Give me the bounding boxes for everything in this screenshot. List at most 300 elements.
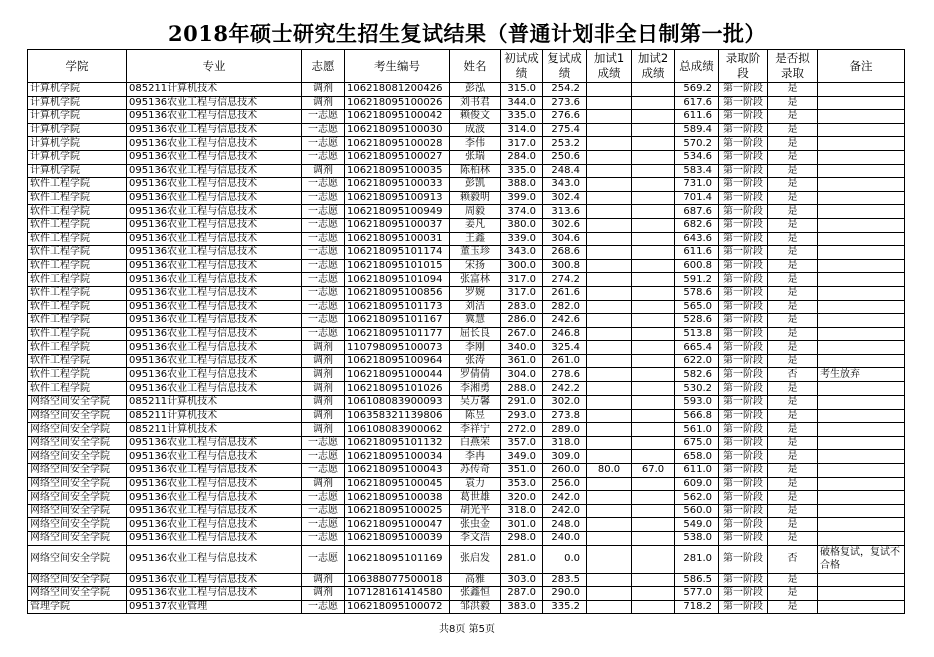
cell-college: 软件工程学院 [28, 341, 127, 355]
cell-admission-stage: 第一阶段 [719, 545, 768, 573]
cell-name: 袁力 [450, 477, 501, 491]
cell-prelim-score: 317.0 [501, 273, 543, 287]
cell-prelim-score: 388.0 [501, 178, 543, 192]
cell-college: 网络空间安全学院 [28, 396, 127, 410]
cell-exam-id: 106218095101173 [345, 300, 450, 314]
cell-remarks [818, 191, 905, 205]
table-row [28, 273, 905, 287]
cell-preference: 一志愿 [302, 110, 345, 124]
cell-name: 张涛 [450, 354, 501, 368]
cell-admitted: 是 [768, 286, 818, 300]
cell-college: 网络空间安全学院 [28, 587, 127, 601]
cell-prelim-score: 343.0 [501, 246, 543, 260]
table-row [28, 504, 905, 518]
cell-retest-score: 313.6 [543, 205, 587, 219]
cell-admission-stage: 第一阶段 [719, 259, 768, 273]
cell-admitted: 是 [768, 218, 818, 232]
cell-admission-stage: 第一阶段 [719, 110, 768, 124]
cell-remarks [818, 464, 905, 478]
cell-extra1-score [587, 314, 632, 328]
cell-retest-score: 273.8 [543, 409, 587, 423]
cell-college: 软件工程学院 [28, 286, 127, 300]
cell-admitted: 是 [768, 327, 818, 341]
cell-preference: 一志愿 [302, 246, 345, 260]
cell-remarks [818, 450, 905, 464]
cell-extra1-score [587, 83, 632, 97]
cell-preference: 调剂 [302, 341, 345, 355]
cell-major: 095136农业工程与信息技术 [127, 504, 302, 518]
cell-admitted: 是 [768, 436, 818, 450]
cell-extra1-score [587, 178, 632, 192]
cell-admission-stage: 第一阶段 [719, 532, 768, 546]
cell-total-score: 593.0 [675, 396, 719, 410]
cell-retest-score: 318.0 [543, 436, 587, 450]
cell-retest-score: 304.6 [543, 232, 587, 246]
cell-college: 网络空间安全学院 [28, 477, 127, 491]
cell-name: 姜凡 [450, 218, 501, 232]
table-row [28, 518, 905, 532]
cell-remarks [818, 83, 905, 97]
cell-preference: 一志愿 [302, 504, 345, 518]
cell-remarks [818, 587, 905, 601]
cell-preference: 一志愿 [302, 123, 345, 137]
cell-remarks [818, 396, 905, 410]
cell-retest-score: 335.2 [543, 600, 587, 614]
cell-major: 095136农业工程与信息技术 [127, 246, 302, 260]
cell-major: 095136农业工程与信息技术 [127, 450, 302, 464]
cell-retest-score: 254.2 [543, 83, 587, 97]
cell-retest-score: 325.4 [543, 341, 587, 355]
page-title: 2018年硕士研究生招生复试结果（普通计划非全日制第一批） [168, 21, 766, 46]
table-row [28, 259, 905, 273]
cell-admitted: 否 [768, 545, 818, 573]
cell-exam-id: 106218095100072 [345, 600, 450, 614]
cell-total-score: 528.6 [675, 314, 719, 328]
cell-exam-id: 106218095101026 [345, 382, 450, 396]
cell-major: 095136农业工程与信息技术 [127, 587, 302, 601]
cell-college: 软件工程学院 [28, 178, 127, 192]
cell-admission-stage: 第一阶段 [719, 450, 768, 464]
cell-prelim-score: 314.0 [501, 123, 543, 137]
cell-extra2-score [632, 96, 675, 110]
cell-preference: 调剂 [302, 83, 345, 97]
cell-total-score: 701.4 [675, 191, 719, 205]
table-row [28, 286, 905, 300]
cell-extra1-score [587, 341, 632, 355]
cell-extra2-score [632, 396, 675, 410]
cell-remarks [818, 259, 905, 273]
cell-total-score: 611.0 [675, 464, 719, 478]
cell-preference: 调剂 [302, 368, 345, 382]
cell-name: 张瑞 [450, 150, 501, 164]
cell-name: 李伟 [450, 137, 501, 151]
cell-prelim-score: 380.0 [501, 218, 543, 232]
cell-retest-score: 268.6 [543, 246, 587, 260]
cell-retest-score: 275.4 [543, 123, 587, 137]
cell-remarks [818, 518, 905, 532]
cell-retest-score: 242.2 [543, 382, 587, 396]
cell-exam-id: 106218095100025 [345, 504, 450, 518]
cell-name: 李文浩 [450, 532, 501, 546]
cell-admitted: 是 [768, 178, 818, 192]
cell-preference: 一志愿 [302, 327, 345, 341]
cell-name: 高雅 [450, 573, 501, 587]
header-exam-id: 考生编号 [345, 50, 450, 83]
cell-admitted: 是 [768, 600, 818, 614]
cell-retest-score: 256.0 [543, 477, 587, 491]
cell-extra2-score [632, 436, 675, 450]
cell-admitted: 是 [768, 532, 818, 546]
cell-remarks [818, 123, 905, 137]
cell-admitted: 是 [768, 150, 818, 164]
cell-exam-id: 106218095100026 [345, 96, 450, 110]
header-admission-stage: 录取阶段 [719, 50, 768, 83]
cell-preference: 调剂 [302, 587, 345, 601]
cell-retest-score: 302.6 [543, 218, 587, 232]
cell-remarks [818, 178, 905, 192]
cell-extra2-score [632, 205, 675, 219]
cell-admitted: 是 [768, 341, 818, 355]
cell-name: 葛世雄 [450, 491, 501, 505]
header-extra2-score: 加试2成绩 [632, 50, 675, 83]
cell-total-score: 718.2 [675, 600, 719, 614]
table-row [28, 191, 905, 205]
cell-name: 苏传奇 [450, 464, 501, 478]
cell-extra2-score [632, 191, 675, 205]
cell-name: 宋扬 [450, 259, 501, 273]
cell-remarks [818, 205, 905, 219]
cell-extra2-score [632, 341, 675, 355]
cell-admitted: 是 [768, 477, 818, 491]
cell-extra1-score [587, 110, 632, 124]
cell-major: 095136农业工程与信息技术 [127, 518, 302, 532]
cell-name: 陈柏林 [450, 164, 501, 178]
header-remarks: 备注 [818, 50, 905, 83]
table-row [28, 327, 905, 341]
cell-name: 成波 [450, 123, 501, 137]
header-total-score: 总成绩 [675, 50, 719, 83]
table-row [28, 600, 905, 614]
cell-prelim-score: 399.0 [501, 191, 543, 205]
cell-admission-stage: 第一阶段 [719, 273, 768, 287]
cell-prelim-score: 353.0 [501, 477, 543, 491]
cell-prelim-score: 344.0 [501, 96, 543, 110]
cell-extra1-score [587, 545, 632, 573]
cell-retest-score: 242.0 [543, 504, 587, 518]
cell-total-score: 682.6 [675, 218, 719, 232]
cell-admitted: 是 [768, 110, 818, 124]
header-major: 专业 [127, 50, 302, 83]
cell-extra2-score [632, 327, 675, 341]
cell-total-score: 578.6 [675, 286, 719, 300]
cell-extra1-score [587, 573, 632, 587]
cell-extra1-score [587, 164, 632, 178]
cell-prelim-score: 283.0 [501, 300, 543, 314]
cell-admission-stage: 第一阶段 [719, 436, 768, 450]
cell-retest-score: 289.0 [543, 423, 587, 437]
cell-college: 网络空间安全学院 [28, 532, 127, 546]
header-college: 学院 [28, 50, 127, 83]
cell-extra2-score [632, 123, 675, 137]
cell-admission-stage: 第一阶段 [719, 477, 768, 491]
cell-extra1-score [587, 232, 632, 246]
cell-major: 095136农业工程与信息技术 [127, 573, 302, 587]
cell-preference: 一志愿 [302, 518, 345, 532]
cell-admission-stage: 第一阶段 [719, 423, 768, 437]
cell-prelim-score: 298.0 [501, 532, 543, 546]
cell-exam-id: 106218095100047 [345, 518, 450, 532]
cell-prelim-score: 287.0 [501, 587, 543, 601]
cell-major: 095136农业工程与信息技术 [127, 218, 302, 232]
cell-extra2-score [632, 164, 675, 178]
cell-college: 软件工程学院 [28, 327, 127, 341]
cell-exam-id: 106218095100045 [345, 477, 450, 491]
cell-prelim-score: 281.0 [501, 545, 543, 573]
cell-exam-id: 106218095100856 [345, 286, 450, 300]
cell-total-score: 591.2 [675, 273, 719, 287]
cell-total-score: 570.2 [675, 137, 719, 151]
cell-preference: 一志愿 [302, 286, 345, 300]
cell-exam-id: 106358321139806 [345, 409, 450, 423]
cell-retest-score: 261.6 [543, 286, 587, 300]
cell-name: 彭凯 [450, 178, 501, 192]
cell-extra2-score [632, 110, 675, 124]
cell-admission-stage: 第一阶段 [719, 164, 768, 178]
cell-total-score: 675.0 [675, 436, 719, 450]
cell-remarks [818, 423, 905, 437]
cell-admission-stage: 第一阶段 [719, 327, 768, 341]
cell-admission-stage: 第一阶段 [719, 491, 768, 505]
cell-college: 管理学院 [28, 600, 127, 614]
cell-admitted: 是 [768, 232, 818, 246]
cell-admission-stage: 第一阶段 [719, 205, 768, 219]
cell-retest-score: 290.0 [543, 587, 587, 601]
cell-admitted: 是 [768, 259, 818, 273]
cell-major: 095136农业工程与信息技术 [127, 464, 302, 478]
cell-retest-score: 278.6 [543, 368, 587, 382]
cell-remarks [818, 491, 905, 505]
cell-preference: 一志愿 [302, 532, 345, 546]
cell-admitted: 是 [768, 491, 818, 505]
cell-retest-score: 240.0 [543, 532, 587, 546]
cell-name: 吴万馨 [450, 396, 501, 410]
cell-total-score: 534.6 [675, 150, 719, 164]
cell-admission-stage: 第一阶段 [719, 409, 768, 423]
cell-college: 软件工程学院 [28, 218, 127, 232]
table-row [28, 341, 905, 355]
table-row [28, 436, 905, 450]
cell-extra2-score [632, 573, 675, 587]
cell-preference: 调剂 [302, 354, 345, 368]
cell-remarks [818, 409, 905, 423]
cell-exam-id: 106218095100033 [345, 178, 450, 192]
cell-remarks [818, 246, 905, 260]
cell-prelim-score: 335.0 [501, 110, 543, 124]
cell-remarks [818, 218, 905, 232]
cell-total-score: 566.8 [675, 409, 719, 423]
cell-extra2-score [632, 246, 675, 260]
cell-retest-score: 248.0 [543, 518, 587, 532]
cell-total-score: 549.0 [675, 518, 719, 532]
cell-admission-stage: 第一阶段 [719, 504, 768, 518]
cell-extra1-score [587, 259, 632, 273]
cell-exam-id: 106218095100034 [345, 450, 450, 464]
cell-prelim-score: 300.0 [501, 259, 543, 273]
cell-college: 网络空间安全学院 [28, 436, 127, 450]
cell-retest-score: 309.0 [543, 450, 587, 464]
cell-extra2-score: 67.0 [632, 464, 675, 478]
cell-major: 095136农业工程与信息技术 [127, 191, 302, 205]
cell-total-score: 565.0 [675, 300, 719, 314]
cell-exam-id: 106218095101177 [345, 327, 450, 341]
cell-extra1-score [587, 354, 632, 368]
cell-remarks [818, 436, 905, 450]
cell-exam-id: 106218095100037 [345, 218, 450, 232]
cell-exam-id: 106218095101174 [345, 246, 450, 260]
cell-retest-score: 343.0 [543, 178, 587, 192]
cell-total-score: 586.5 [675, 573, 719, 587]
cell-name: 罗婉 [450, 286, 501, 300]
cell-extra2-score [632, 600, 675, 614]
cell-preference: 一志愿 [302, 137, 345, 151]
cell-extra2-score [632, 477, 675, 491]
cell-admission-stage: 第一阶段 [719, 191, 768, 205]
cell-preference: 一志愿 [302, 205, 345, 219]
cell-retest-score: 260.0 [543, 464, 587, 478]
cell-extra1-score [587, 150, 632, 164]
cell-name: 李祥宁 [450, 423, 501, 437]
cell-extra1-score [587, 504, 632, 518]
table-row [28, 396, 905, 410]
cell-preference: 一志愿 [302, 300, 345, 314]
cell-exam-id: 106218095100044 [345, 368, 450, 382]
table-row [28, 137, 905, 151]
cell-name: 董玉珍 [450, 246, 501, 260]
cell-name: 周毅 [450, 205, 501, 219]
cell-exam-id: 110798095100073 [345, 341, 450, 355]
table-row [28, 205, 905, 219]
cell-name: 屈长良 [450, 327, 501, 341]
cell-major: 095136农业工程与信息技术 [127, 150, 302, 164]
cell-preference: 一志愿 [302, 545, 345, 573]
cell-major: 095136农业工程与信息技术 [127, 286, 302, 300]
cell-admitted: 否 [768, 368, 818, 382]
cell-exam-id: 106108083900062 [345, 423, 450, 437]
cell-college: 网络空间安全学院 [28, 450, 127, 464]
table-row [28, 545, 905, 573]
cell-major: 095136农业工程与信息技术 [127, 341, 302, 355]
cell-name: 罗倩倩 [450, 368, 501, 382]
header-preference: 志愿 [302, 50, 345, 83]
cell-preference: 一志愿 [302, 314, 345, 328]
cell-remarks [818, 600, 905, 614]
cell-extra2-score [632, 83, 675, 97]
cell-extra2-score [632, 450, 675, 464]
cell-exam-id: 106218095100913 [345, 191, 450, 205]
cell-admitted: 是 [768, 409, 818, 423]
cell-remarks [818, 110, 905, 124]
table-header-row [28, 50, 905, 83]
cell-major: 095136农业工程与信息技术 [127, 382, 302, 396]
cell-extra1-score [587, 587, 632, 601]
cell-major: 095136农业工程与信息技术 [127, 532, 302, 546]
cell-preference: 一志愿 [302, 273, 345, 287]
cell-prelim-score: 357.0 [501, 436, 543, 450]
cell-extra1-score [587, 518, 632, 532]
table-row [28, 96, 905, 110]
cell-admission-stage: 第一阶段 [719, 83, 768, 97]
cell-remarks [818, 164, 905, 178]
cell-preference: 调剂 [302, 573, 345, 587]
cell-college: 计算机学院 [28, 137, 127, 151]
cell-college: 网络空间安全学院 [28, 423, 127, 437]
cell-extra1-score [587, 477, 632, 491]
cell-major: 095136农业工程与信息技术 [127, 477, 302, 491]
cell-remarks [818, 532, 905, 546]
cell-total-score: 583.4 [675, 164, 719, 178]
cell-prelim-score: 383.0 [501, 600, 543, 614]
cell-retest-score: 261.0 [543, 354, 587, 368]
cell-major: 085211计算机技术 [127, 423, 302, 437]
table-body [28, 83, 905, 614]
cell-extra2-score [632, 314, 675, 328]
cell-prelim-score: 286.0 [501, 314, 543, 328]
cell-extra1-score [587, 409, 632, 423]
cell-preference: 一志愿 [302, 491, 345, 505]
cell-name: 刘洁 [450, 300, 501, 314]
cell-total-score: 589.4 [675, 123, 719, 137]
cell-prelim-score: 335.0 [501, 164, 543, 178]
cell-preference: 一志愿 [302, 259, 345, 273]
table-row [28, 491, 905, 505]
cell-total-score: 622.0 [675, 354, 719, 368]
cell-major: 095136农业工程与信息技术 [127, 436, 302, 450]
cell-retest-score: 273.6 [543, 96, 587, 110]
cell-college: 网络空间安全学院 [28, 409, 127, 423]
cell-major: 085211计算机技术 [127, 409, 302, 423]
table-row [28, 587, 905, 601]
cell-admitted: 是 [768, 396, 818, 410]
cell-total-score: 530.2 [675, 382, 719, 396]
table-row [28, 300, 905, 314]
cell-admission-stage: 第一阶段 [719, 246, 768, 260]
cell-college: 网络空间安全学院 [28, 518, 127, 532]
cell-major: 095136农业工程与信息技术 [127, 327, 302, 341]
cell-exam-id: 106218095101094 [345, 273, 450, 287]
cell-preference: 一志愿 [302, 232, 345, 246]
cell-preference: 一志愿 [302, 436, 345, 450]
cell-extra1-score [587, 327, 632, 341]
cell-retest-score: 248.4 [543, 164, 587, 178]
cell-admitted: 是 [768, 518, 818, 532]
cell-preference: 调剂 [302, 409, 345, 423]
cell-remarks [818, 504, 905, 518]
cell-extra1-score [587, 382, 632, 396]
cell-retest-score: 242.6 [543, 314, 587, 328]
cell-admission-stage: 第一阶段 [719, 354, 768, 368]
cell-total-score: 513.8 [675, 327, 719, 341]
cell-major: 095136农业工程与信息技术 [127, 491, 302, 505]
table-row [28, 246, 905, 260]
cell-admitted: 是 [768, 123, 818, 137]
cell-major: 095136农业工程与信息技术 [127, 354, 302, 368]
cell-exam-id: 106218095101015 [345, 259, 450, 273]
cell-admitted: 是 [768, 423, 818, 437]
cell-exam-id: 106218095100039 [345, 532, 450, 546]
cell-admitted: 是 [768, 83, 818, 97]
cell-name: 冀慧 [450, 314, 501, 328]
cell-major: 095136农业工程与信息技术 [127, 314, 302, 328]
